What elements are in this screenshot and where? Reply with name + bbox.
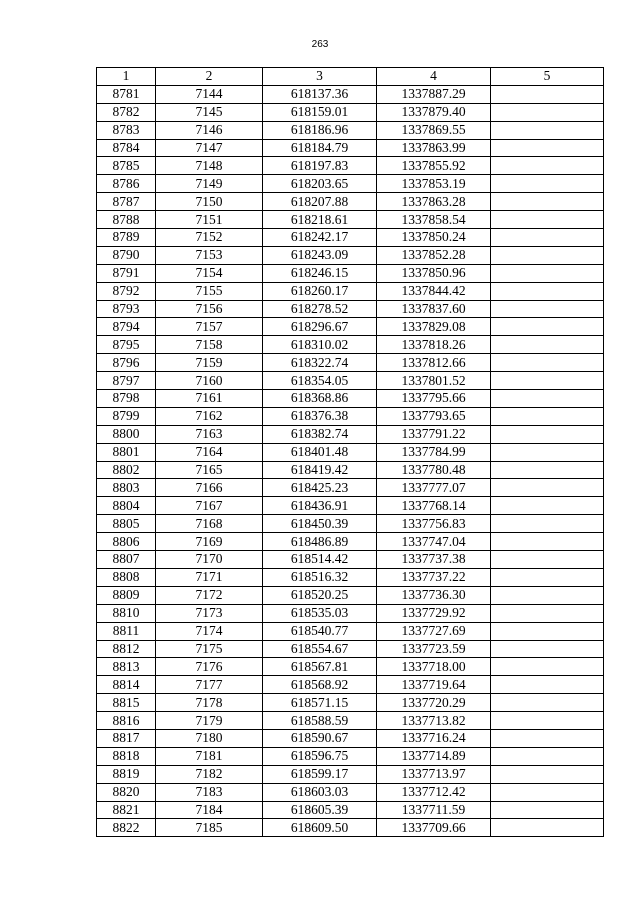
notes-cell	[491, 676, 604, 694]
y-coordinate-cell: 1337720.29	[377, 694, 491, 712]
point-number-cell: 7161	[156, 390, 263, 408]
row-number-cell: 8803	[97, 479, 156, 497]
point-number-cell: 7183	[156, 783, 263, 801]
notes-cell	[491, 551, 604, 569]
x-coordinate-cell: 618571.15	[263, 694, 377, 712]
notes-cell	[491, 819, 604, 837]
y-coordinate-cell: 1337863.28	[377, 193, 491, 211]
row-number-cell: 8800	[97, 425, 156, 443]
notes-cell	[491, 300, 604, 318]
row-number-cell: 8787	[97, 193, 156, 211]
notes-cell	[491, 765, 604, 783]
point-number-cell: 7148	[156, 157, 263, 175]
notes-cell	[491, 354, 604, 372]
x-coordinate-cell: 618436.91	[263, 497, 377, 515]
notes-cell	[491, 121, 604, 139]
notes-cell	[491, 407, 604, 425]
table-row	[97, 175, 604, 193]
x-coordinate-cell: 618568.92	[263, 676, 377, 694]
point-number-cell: 7173	[156, 604, 263, 622]
header-col-1: 1	[97, 68, 156, 86]
table-row	[97, 407, 604, 425]
table-row	[97, 372, 604, 390]
row-number-cell: 8796	[97, 354, 156, 372]
point-number-cell: 7174	[156, 622, 263, 640]
row-number-cell: 8808	[97, 568, 156, 586]
x-coordinate-cell: 618588.59	[263, 712, 377, 730]
table-row	[97, 103, 604, 121]
y-coordinate-cell: 1337858.54	[377, 211, 491, 229]
notes-cell	[491, 622, 604, 640]
notes-cell	[491, 729, 604, 747]
row-number-cell: 8816	[97, 712, 156, 730]
notes-cell	[491, 246, 604, 264]
point-number-cell: 7184	[156, 801, 263, 819]
notes-cell	[491, 193, 604, 211]
table-row	[97, 515, 604, 533]
point-number-cell: 7164	[156, 443, 263, 461]
point-number-cell: 7155	[156, 282, 263, 300]
y-coordinate-cell: 1337713.97	[377, 765, 491, 783]
point-number-cell: 7166	[156, 479, 263, 497]
table-body	[97, 85, 604, 836]
table-row	[97, 390, 604, 408]
table-row	[97, 425, 604, 443]
row-number-cell: 8791	[97, 264, 156, 282]
y-coordinate-cell: 1337855.92	[377, 157, 491, 175]
point-number-cell: 7162	[156, 407, 263, 425]
table-row	[97, 676, 604, 694]
x-coordinate-cell: 618590.67	[263, 729, 377, 747]
y-coordinate-cell: 1337756.83	[377, 515, 491, 533]
y-coordinate-cell: 1337879.40	[377, 103, 491, 121]
point-number-cell: 7152	[156, 229, 263, 247]
table-row	[97, 246, 604, 264]
notes-cell	[491, 479, 604, 497]
table-row	[97, 336, 604, 354]
notes-cell	[491, 694, 604, 712]
notes-cell	[491, 461, 604, 479]
y-coordinate-cell: 1337747.04	[377, 533, 491, 551]
x-coordinate-cell: 618516.32	[263, 568, 377, 586]
row-number-cell: 8790	[97, 246, 156, 264]
y-coordinate-cell: 1337723.59	[377, 640, 491, 658]
notes-cell	[491, 533, 604, 551]
notes-cell	[491, 443, 604, 461]
y-coordinate-cell: 1337727.69	[377, 622, 491, 640]
table-row	[97, 640, 604, 658]
notes-cell	[491, 390, 604, 408]
y-coordinate-cell: 1337768.14	[377, 497, 491, 515]
y-coordinate-cell: 1337791.22	[377, 425, 491, 443]
notes-cell	[491, 801, 604, 819]
row-number-cell: 8781	[97, 85, 156, 103]
x-coordinate-cell: 618296.67	[263, 318, 377, 336]
table-row	[97, 497, 604, 515]
table-row	[97, 783, 604, 801]
y-coordinate-cell: 1337795.66	[377, 390, 491, 408]
point-number-cell: 7153	[156, 246, 263, 264]
row-number-cell: 8801	[97, 443, 156, 461]
row-number-cell: 8802	[97, 461, 156, 479]
point-number-cell: 7185	[156, 819, 263, 837]
notes-cell	[491, 568, 604, 586]
y-coordinate-cell: 1337736.30	[377, 586, 491, 604]
y-coordinate-cell: 1337853.19	[377, 175, 491, 193]
table-row	[97, 229, 604, 247]
notes-cell	[491, 103, 604, 121]
y-coordinate-cell: 1337709.66	[377, 819, 491, 837]
row-number-cell: 8809	[97, 586, 156, 604]
point-number-cell: 7146	[156, 121, 263, 139]
row-number-cell: 8821	[97, 801, 156, 819]
row-number-cell: 8817	[97, 729, 156, 747]
point-number-cell: 7158	[156, 336, 263, 354]
point-number-cell: 7147	[156, 139, 263, 157]
notes-cell	[491, 425, 604, 443]
x-coordinate-cell: 618425.23	[263, 479, 377, 497]
table-row	[97, 568, 604, 586]
notes-cell	[491, 139, 604, 157]
table-row	[97, 712, 604, 730]
table-row	[97, 765, 604, 783]
y-coordinate-cell: 1337737.22	[377, 568, 491, 586]
row-number-cell: 8786	[97, 175, 156, 193]
y-coordinate-cell: 1337784.99	[377, 443, 491, 461]
point-number-cell: 7145	[156, 103, 263, 121]
row-number-cell: 8806	[97, 533, 156, 551]
y-coordinate-cell: 1337714.89	[377, 747, 491, 765]
x-coordinate-cell: 618243.09	[263, 246, 377, 264]
point-number-cell: 7179	[156, 712, 263, 730]
x-coordinate-cell: 618184.79	[263, 139, 377, 157]
x-coordinate-cell: 618609.50	[263, 819, 377, 837]
notes-cell	[491, 336, 604, 354]
table-row	[97, 479, 604, 497]
notes-cell	[491, 586, 604, 604]
table-row	[97, 604, 604, 622]
row-number-cell: 8814	[97, 676, 156, 694]
row-number-cell: 8785	[97, 157, 156, 175]
x-coordinate-cell: 618186.96	[263, 121, 377, 139]
header-col-2: 2	[156, 68, 263, 86]
y-coordinate-cell: 1337718.00	[377, 658, 491, 676]
x-coordinate-cell: 618401.48	[263, 443, 377, 461]
row-number-cell: 8788	[97, 211, 156, 229]
table-row	[97, 819, 604, 837]
row-number-cell: 8805	[97, 515, 156, 533]
row-number-cell: 8798	[97, 390, 156, 408]
y-coordinate-cell: 1337719.64	[377, 676, 491, 694]
x-coordinate-cell: 618382.74	[263, 425, 377, 443]
table-row	[97, 533, 604, 551]
x-coordinate-cell: 618197.83	[263, 157, 377, 175]
point-number-cell: 7170	[156, 551, 263, 569]
x-coordinate-cell: 618368.86	[263, 390, 377, 408]
y-coordinate-cell: 1337713.82	[377, 712, 491, 730]
x-coordinate-cell: 618260.17	[263, 282, 377, 300]
row-number-cell: 8811	[97, 622, 156, 640]
point-number-cell: 7160	[156, 372, 263, 390]
point-number-cell: 7151	[156, 211, 263, 229]
notes-cell	[491, 175, 604, 193]
x-coordinate-cell: 618419.42	[263, 461, 377, 479]
x-coordinate-cell: 618207.88	[263, 193, 377, 211]
header-row	[97, 68, 604, 86]
table-row	[97, 461, 604, 479]
row-number-cell: 8807	[97, 551, 156, 569]
notes-cell	[491, 211, 604, 229]
x-coordinate-cell: 618540.77	[263, 622, 377, 640]
y-coordinate-cell: 1337812.66	[377, 354, 491, 372]
row-number-cell: 8795	[97, 336, 156, 354]
row-number-cell: 8820	[97, 783, 156, 801]
row-number-cell: 8804	[97, 497, 156, 515]
table-row	[97, 622, 604, 640]
y-coordinate-cell: 1337869.55	[377, 121, 491, 139]
notes-cell	[491, 604, 604, 622]
row-number-cell: 8812	[97, 640, 156, 658]
table-row	[97, 747, 604, 765]
notes-cell	[491, 282, 604, 300]
point-number-cell: 7159	[156, 354, 263, 372]
point-number-cell: 7144	[156, 85, 263, 103]
x-coordinate-cell: 618603.03	[263, 783, 377, 801]
y-coordinate-cell: 1337712.42	[377, 783, 491, 801]
row-number-cell: 8797	[97, 372, 156, 390]
x-coordinate-cell: 618554.67	[263, 640, 377, 658]
x-coordinate-cell: 618535.03	[263, 604, 377, 622]
y-coordinate-cell: 1337818.26	[377, 336, 491, 354]
row-number-cell: 8815	[97, 694, 156, 712]
point-number-cell: 7172	[156, 586, 263, 604]
point-number-cell: 7178	[156, 694, 263, 712]
x-coordinate-cell: 618203.65	[263, 175, 377, 193]
y-coordinate-cell: 1337850.24	[377, 229, 491, 247]
y-coordinate-cell: 1337737.38	[377, 551, 491, 569]
row-number-cell: 8818	[97, 747, 156, 765]
notes-cell	[491, 747, 604, 765]
x-coordinate-cell: 618322.74	[263, 354, 377, 372]
y-coordinate-cell: 1337863.99	[377, 139, 491, 157]
point-number-cell: 7150	[156, 193, 263, 211]
coordinates-table	[96, 67, 604, 837]
notes-cell	[491, 229, 604, 247]
x-coordinate-cell: 618354.05	[263, 372, 377, 390]
notes-cell	[491, 372, 604, 390]
notes-cell	[491, 658, 604, 676]
x-coordinate-cell: 618242.17	[263, 229, 377, 247]
y-coordinate-cell: 1337852.28	[377, 246, 491, 264]
header-col-5: 5	[491, 68, 604, 86]
table-row	[97, 264, 604, 282]
point-number-cell: 7168	[156, 515, 263, 533]
x-coordinate-cell: 618218.61	[263, 211, 377, 229]
table-row	[97, 801, 604, 819]
row-number-cell: 8782	[97, 103, 156, 121]
table-row	[97, 157, 604, 175]
x-coordinate-cell: 618514.42	[263, 551, 377, 569]
point-number-cell: 7177	[156, 676, 263, 694]
y-coordinate-cell: 1337777.07	[377, 479, 491, 497]
table-row	[97, 551, 604, 569]
notes-cell	[491, 515, 604, 533]
table-row	[97, 318, 604, 336]
notes-cell	[491, 157, 604, 175]
point-number-cell: 7165	[156, 461, 263, 479]
y-coordinate-cell: 1337844.42	[377, 282, 491, 300]
table-row	[97, 729, 604, 747]
x-coordinate-cell: 618246.15	[263, 264, 377, 282]
point-number-cell: 7149	[156, 175, 263, 193]
x-coordinate-cell: 618486.89	[263, 533, 377, 551]
point-number-cell: 7167	[156, 497, 263, 515]
y-coordinate-cell: 1337850.96	[377, 264, 491, 282]
row-number-cell: 8792	[97, 282, 156, 300]
point-number-cell: 7163	[156, 425, 263, 443]
table-row	[97, 694, 604, 712]
y-coordinate-cell: 1337887.29	[377, 85, 491, 103]
table-row	[97, 85, 604, 103]
x-coordinate-cell: 618596.75	[263, 747, 377, 765]
x-coordinate-cell: 618520.25	[263, 586, 377, 604]
row-number-cell: 8799	[97, 407, 156, 425]
row-number-cell: 8793	[97, 300, 156, 318]
y-coordinate-cell: 1337711.59	[377, 801, 491, 819]
page-number: 263	[311, 39, 329, 50]
row-number-cell: 8794	[97, 318, 156, 336]
x-coordinate-cell: 618599.17	[263, 765, 377, 783]
point-number-cell: 7182	[156, 765, 263, 783]
point-number-cell: 7154	[156, 264, 263, 282]
point-number-cell: 7176	[156, 658, 263, 676]
table-row	[97, 121, 604, 139]
y-coordinate-cell: 1337793.65	[377, 407, 491, 425]
y-coordinate-cell: 1337801.52	[377, 372, 491, 390]
notes-cell	[491, 783, 604, 801]
table-row	[97, 211, 604, 229]
point-number-cell: 7175	[156, 640, 263, 658]
table-row	[97, 354, 604, 372]
table-row	[97, 282, 604, 300]
x-coordinate-cell: 618159.01	[263, 103, 377, 121]
y-coordinate-cell: 1337829.08	[377, 318, 491, 336]
y-coordinate-cell: 1337780.48	[377, 461, 491, 479]
x-coordinate-cell: 618567.81	[263, 658, 377, 676]
x-coordinate-cell: 618450.39	[263, 515, 377, 533]
row-number-cell: 8819	[97, 765, 156, 783]
point-number-cell: 7181	[156, 747, 263, 765]
notes-cell	[491, 497, 604, 515]
notes-cell	[491, 640, 604, 658]
point-number-cell: 7171	[156, 568, 263, 586]
notes-cell	[491, 264, 604, 282]
table-row	[97, 658, 604, 676]
y-coordinate-cell: 1337837.60	[377, 300, 491, 318]
x-coordinate-cell: 618310.02	[263, 336, 377, 354]
x-coordinate-cell: 618137.36	[263, 85, 377, 103]
table-row	[97, 139, 604, 157]
row-number-cell: 8813	[97, 658, 156, 676]
table-row	[97, 443, 604, 461]
notes-cell	[491, 85, 604, 103]
header-col-4: 4	[377, 68, 491, 86]
row-number-cell: 8784	[97, 139, 156, 157]
row-number-cell: 8810	[97, 604, 156, 622]
point-number-cell: 7157	[156, 318, 263, 336]
notes-cell	[491, 318, 604, 336]
point-number-cell: 7169	[156, 533, 263, 551]
y-coordinate-cell: 1337716.24	[377, 729, 491, 747]
table-row	[97, 300, 604, 318]
row-number-cell: 8822	[97, 819, 156, 837]
row-number-cell: 8783	[97, 121, 156, 139]
x-coordinate-cell: 618605.39	[263, 801, 377, 819]
point-number-cell: 7180	[156, 729, 263, 747]
table-row	[97, 193, 604, 211]
y-coordinate-cell: 1337729.92	[377, 604, 491, 622]
table-header	[97, 68, 604, 86]
table-row	[97, 586, 604, 604]
point-number-cell: 7156	[156, 300, 263, 318]
notes-cell	[491, 712, 604, 730]
x-coordinate-cell: 618278.52	[263, 300, 377, 318]
row-number-cell: 8789	[97, 229, 156, 247]
header-col-3: 3	[263, 68, 377, 86]
x-coordinate-cell: 618376.38	[263, 407, 377, 425]
